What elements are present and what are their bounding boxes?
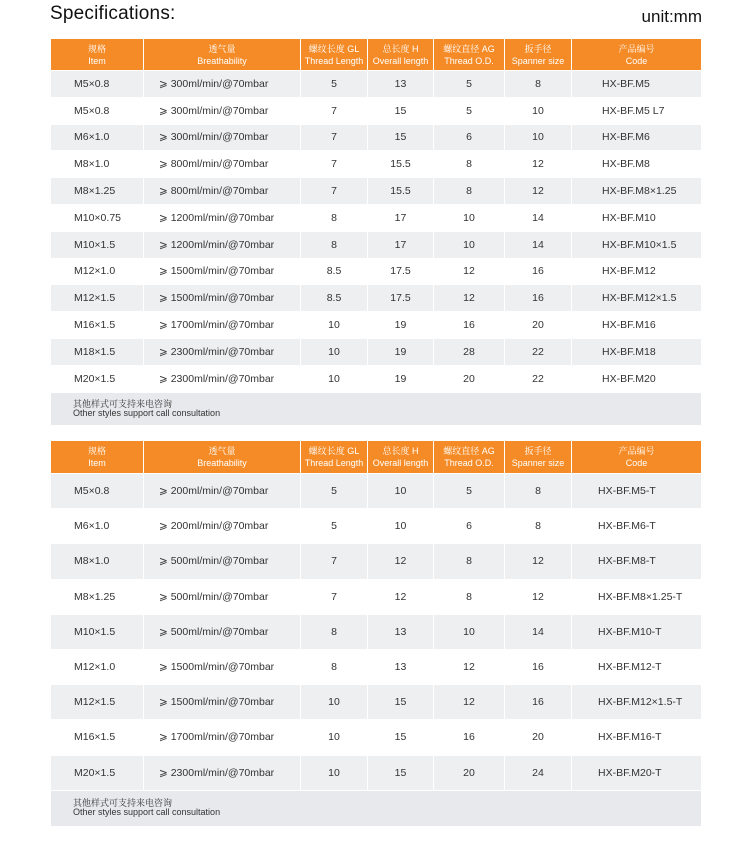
table-cell: 7: [301, 151, 368, 178]
column-header-zh: 扳手径: [524, 43, 552, 54]
column-header-en: Thread O.D.: [444, 458, 494, 468]
column-header: [301, 39, 368, 71]
table-cell: 14: [505, 231, 572, 258]
table-cell: ⩾ 1200ml/min/@70mbar: [144, 231, 301, 258]
table-cell: ⩾ 300ml/min/@70mbar: [144, 124, 301, 151]
table-row: [51, 178, 702, 205]
column-header-zh: 扳手径: [524, 446, 552, 456]
table-cell: 16: [505, 258, 572, 285]
column-header: [505, 441, 572, 474]
table-cell: HX-BF.M5-T: [572, 474, 702, 509]
table-cell: 7: [301, 544, 368, 579]
table-cell: 5: [434, 474, 505, 509]
table-cell: 8: [434, 151, 505, 178]
column-header: [144, 441, 301, 474]
table-cell: M20×1.5: [51, 755, 144, 790]
table-cell: 6: [434, 509, 505, 544]
table-cell: 7: [301, 579, 368, 614]
table-cell: 12: [434, 258, 505, 285]
table-cell: 10: [368, 474, 434, 509]
column-header-zh: 总长度 H: [382, 446, 419, 456]
table-header-row: [51, 441, 702, 474]
table-cell: ⩾ 1200ml/min/@70mbar: [144, 204, 301, 231]
table-cell: 10: [301, 312, 368, 339]
table-cell: HX-BF.M18: [572, 338, 702, 365]
table-cell: 8: [505, 474, 572, 509]
table-cell: M8×1.0: [51, 151, 144, 178]
table-cell: M12×1.5: [51, 685, 144, 720]
table-cell: 12: [505, 178, 572, 205]
table-cell: HX-BF.M12-T: [572, 649, 702, 684]
table-cell: 8: [434, 178, 505, 205]
table-cell: 19: [368, 365, 434, 392]
column-header-zh: 螺纹直径 AG: [443, 43, 495, 54]
table-cell: ⩾ 1500ml/min/@70mbar: [144, 685, 301, 720]
table-row: [51, 649, 702, 684]
table-cell: ⩾ 500ml/min/@70mbar: [144, 614, 301, 649]
table-cell: HX-BF.M5 L7: [572, 97, 702, 124]
table-cell: 15: [368, 685, 434, 720]
table-cell: HX-BF.M12×1.5-T: [572, 685, 702, 720]
table-cell: 15: [368, 97, 434, 124]
table-row: [51, 509, 702, 544]
consultation-note: [51, 790, 702, 826]
column-header: [572, 39, 702, 71]
table-header-row: [51, 39, 702, 71]
table-cell: M10×1.5: [51, 231, 144, 258]
table-cell: 10: [505, 124, 572, 151]
table-row: [51, 312, 702, 339]
table-row: [51, 579, 702, 614]
table-cell: HX-BF.M10: [572, 204, 702, 231]
table-row: [51, 151, 702, 178]
table-cell: HX-BF.M12×1.5: [572, 285, 702, 312]
table-cell: HX-BF.M20-T: [572, 755, 702, 790]
table-cell: 8: [301, 649, 368, 684]
unit-label: unit:mm: [641, 7, 702, 26]
table-cell: M5×0.8: [51, 474, 144, 509]
table-cell: 13: [368, 614, 434, 649]
column-header-zh: 透气量: [208, 43, 236, 54]
page-header: [50, 0, 702, 34]
column-header: [434, 441, 505, 474]
table-cell: M10×0.75: [51, 204, 144, 231]
table-cell: 10: [434, 231, 505, 258]
column-header-zh: 螺纹长度 GL: [308, 446, 360, 456]
table-cell: 15: [368, 124, 434, 151]
table-row: [51, 71, 702, 98]
column-header-en: Thread Length: [304, 458, 364, 468]
note-zh: 其他样式可支持来电咨询: [73, 798, 173, 809]
table-cell: HX-BF.M16-T: [572, 720, 702, 755]
table-cell: 12: [505, 579, 572, 614]
column-header-en: Overall length: [372, 458, 429, 468]
table-cell: 17.5: [368, 285, 434, 312]
table-cell: M20×1.5: [51, 365, 144, 392]
table-cell: ⩾ 500ml/min/@70mbar: [144, 544, 301, 579]
column-header-en: Code: [625, 458, 648, 468]
table-cell: ⩾ 500ml/min/@70mbar: [144, 579, 301, 614]
spec-table-standard: [50, 38, 702, 426]
table-cell: HX-BF.M12: [572, 258, 702, 285]
table-cell: M12×1.5: [51, 285, 144, 312]
table-cell: 8: [434, 544, 505, 579]
table-cell: ⩾ 1500ml/min/@70mbar: [144, 258, 301, 285]
column-header: [572, 441, 702, 474]
note-row: [51, 790, 702, 826]
table-cell: 8: [301, 204, 368, 231]
table-cell: 10: [301, 755, 368, 790]
consultation-note: [51, 392, 702, 425]
table-cell: 17.5: [368, 258, 434, 285]
table-cell: HX-BF.M20: [572, 365, 702, 392]
column-header-en: Breathability: [197, 55, 247, 66]
table-cell: HX-BF.M5: [572, 71, 702, 98]
table-cell: M16×1.5: [51, 312, 144, 339]
table-cell: 16: [505, 649, 572, 684]
table-cell: 12: [434, 685, 505, 720]
table-cell: ⩾ 300ml/min/@70mbar: [144, 97, 301, 124]
spec-table-t-type: [50, 440, 702, 827]
column-header: [368, 441, 434, 474]
table-cell: M10×1.5: [51, 614, 144, 649]
table-cell: M8×1.25: [51, 178, 144, 205]
table-cell: 19: [368, 312, 434, 339]
column-header: [51, 441, 144, 474]
table-cell: HX-BF.M10×1.5: [572, 231, 702, 258]
column-header-en: Item: [88, 55, 106, 66]
table-cell: 5: [434, 97, 505, 124]
column-header-en: Code: [625, 55, 648, 66]
table-cell: 12: [368, 579, 434, 614]
table-cell: 12: [505, 151, 572, 178]
table-cell: 22: [505, 365, 572, 392]
table-cell: ⩾ 200ml/min/@70mbar: [144, 509, 301, 544]
table-cell: 28: [434, 338, 505, 365]
column-header-zh: 螺纹直径 AG: [443, 446, 495, 456]
table-cell: ⩾ 2300ml/min/@70mbar: [144, 365, 301, 392]
table-cell: 17: [368, 204, 434, 231]
table-cell: 8: [301, 231, 368, 258]
table-cell: M16×1.5: [51, 720, 144, 755]
column-header: [434, 39, 505, 71]
table-cell: ⩾ 800ml/min/@70mbar: [144, 151, 301, 178]
table-cell: 12: [368, 544, 434, 579]
column-header: [301, 441, 368, 474]
table-cell: M6×1.0: [51, 509, 144, 544]
note-en: Other styles support call consultation: [73, 407, 221, 418]
table-cell: 7: [301, 97, 368, 124]
table-row: [51, 204, 702, 231]
table-cell: 8.5: [301, 285, 368, 312]
table-cell: 16: [505, 285, 572, 312]
table-cell: HX-BF.M6: [572, 124, 702, 151]
table-cell: HX-BF.M8×1.25: [572, 178, 702, 205]
column-header: [51, 39, 144, 71]
table-row: [51, 685, 702, 720]
table-cell: 14: [505, 204, 572, 231]
table-cell: 5: [301, 474, 368, 509]
column-header-en: Thread Length: [304, 55, 364, 66]
column-header: [505, 39, 572, 71]
table-cell: 10: [301, 685, 368, 720]
table-cell: M8×1.25: [51, 579, 144, 614]
table-cell: M6×1.0: [51, 124, 144, 151]
table-cell: 5: [301, 71, 368, 98]
table-cell: 7: [301, 124, 368, 151]
table-row: [51, 720, 702, 755]
table-cell: 10: [301, 720, 368, 755]
table-cell: 15: [368, 720, 434, 755]
table-cell: 19: [368, 338, 434, 365]
table-cell: 8: [505, 509, 572, 544]
note-row: [51, 392, 702, 425]
table-cell: 24: [505, 755, 572, 790]
table-cell: 10: [434, 614, 505, 649]
table-cell: 10: [368, 509, 434, 544]
table-cell: 8: [434, 579, 505, 614]
table-cell: M18×1.5: [51, 338, 144, 365]
table-cell: ⩾ 2300ml/min/@70mbar: [144, 338, 301, 365]
table-row: [51, 544, 702, 579]
table-cell: 10: [434, 204, 505, 231]
table-row: [51, 365, 702, 392]
column-header-zh: 产品编号: [618, 43, 655, 54]
column-header-zh: 总长度 H: [382, 43, 419, 54]
table-cell: 8: [301, 614, 368, 649]
column-header-zh: 透气量: [208, 446, 236, 456]
table-cell: 20: [505, 312, 572, 339]
table-cell: 16: [434, 312, 505, 339]
column-header-zh: 产品编号: [618, 446, 655, 456]
table-cell: HX-BF.M16: [572, 312, 702, 339]
table-cell: ⩾ 1500ml/min/@70mbar: [144, 649, 301, 684]
table-cell: 5: [301, 509, 368, 544]
table-cell: 10: [301, 338, 368, 365]
column-header-zh: 螺纹长度 GL: [308, 43, 360, 54]
table-cell: 10: [301, 365, 368, 392]
table-cell: 12: [505, 544, 572, 579]
table-row: [51, 474, 702, 509]
table-cell: HX-BF.M10-T: [572, 614, 702, 649]
table-cell: HX-BF.M8: [572, 151, 702, 178]
column-header-en: Breathability: [197, 458, 247, 468]
table-cell: 15.5: [368, 151, 434, 178]
table-cell: 17: [368, 231, 434, 258]
column-header-en: Spanner size: [511, 458, 565, 468]
table-cell: 10: [505, 97, 572, 124]
table-cell: 8.5: [301, 258, 368, 285]
table-cell: M5×0.8: [51, 97, 144, 124]
table-cell: 20: [505, 720, 572, 755]
table-cell: 13: [368, 649, 434, 684]
table-cell: 6: [434, 124, 505, 151]
table-cell: ⩾ 2300ml/min/@70mbar: [144, 755, 301, 790]
table-cell: 16: [505, 685, 572, 720]
table-cell: ⩾ 800ml/min/@70mbar: [144, 178, 301, 205]
table-cell: 8: [505, 71, 572, 98]
column-header-zh: 规格: [87, 43, 106, 54]
table-cell: ⩾ 1700ml/min/@70mbar: [144, 312, 301, 339]
column-header-en: Thread O.D.: [444, 55, 494, 66]
table-cell: 13: [368, 71, 434, 98]
table-cell: 7: [301, 178, 368, 205]
table-cell: 15.5: [368, 178, 434, 205]
table-cell: ⩾ 1700ml/min/@70mbar: [144, 720, 301, 755]
table-cell: 20: [434, 755, 505, 790]
table-cell: 22: [505, 338, 572, 365]
column-header-en: Overall length: [372, 55, 429, 66]
column-header-en: Item: [88, 458, 106, 468]
table-cell: M12×1.0: [51, 649, 144, 684]
table-row: [51, 124, 702, 151]
table-row: [51, 614, 702, 649]
table-cell: ⩾ 300ml/min/@70mbar: [144, 71, 301, 98]
column-header-zh: 规格: [87, 446, 106, 456]
table-cell: ⩾ 1500ml/min/@70mbar: [144, 285, 301, 312]
table-row: [51, 285, 702, 312]
table-cell: M12×1.0: [51, 258, 144, 285]
table-cell: 5: [434, 71, 505, 98]
table-cell: M5×0.8: [51, 71, 144, 98]
table-cell: 15: [368, 755, 434, 790]
note-en: Other styles support call consultation: [73, 807, 221, 818]
table-row: [51, 755, 702, 790]
table-cell: HX-BF.M6-T: [572, 509, 702, 544]
table-cell: 14: [505, 614, 572, 649]
table-cell: 12: [434, 285, 505, 312]
table-cell: 12: [434, 649, 505, 684]
table-cell: 20: [434, 365, 505, 392]
table-cell: 16: [434, 720, 505, 755]
page-title: Specifications:: [50, 3, 176, 24]
column-header: [368, 39, 434, 71]
table-row: [51, 97, 702, 124]
table-cell: ⩾ 200ml/min/@70mbar: [144, 474, 301, 509]
table-row: [51, 258, 702, 285]
column-header: [144, 39, 301, 71]
column-header-en: Spanner size: [511, 55, 565, 66]
note-zh: 其他样式可支持来电咨询: [73, 398, 173, 409]
table-row: [51, 231, 702, 258]
table-cell: HX-BF.M8×1.25-T: [572, 579, 702, 614]
table-cell: HX-BF.M8-T: [572, 544, 702, 579]
table-row: [51, 338, 702, 365]
table-cell: M8×1.0: [51, 544, 144, 579]
